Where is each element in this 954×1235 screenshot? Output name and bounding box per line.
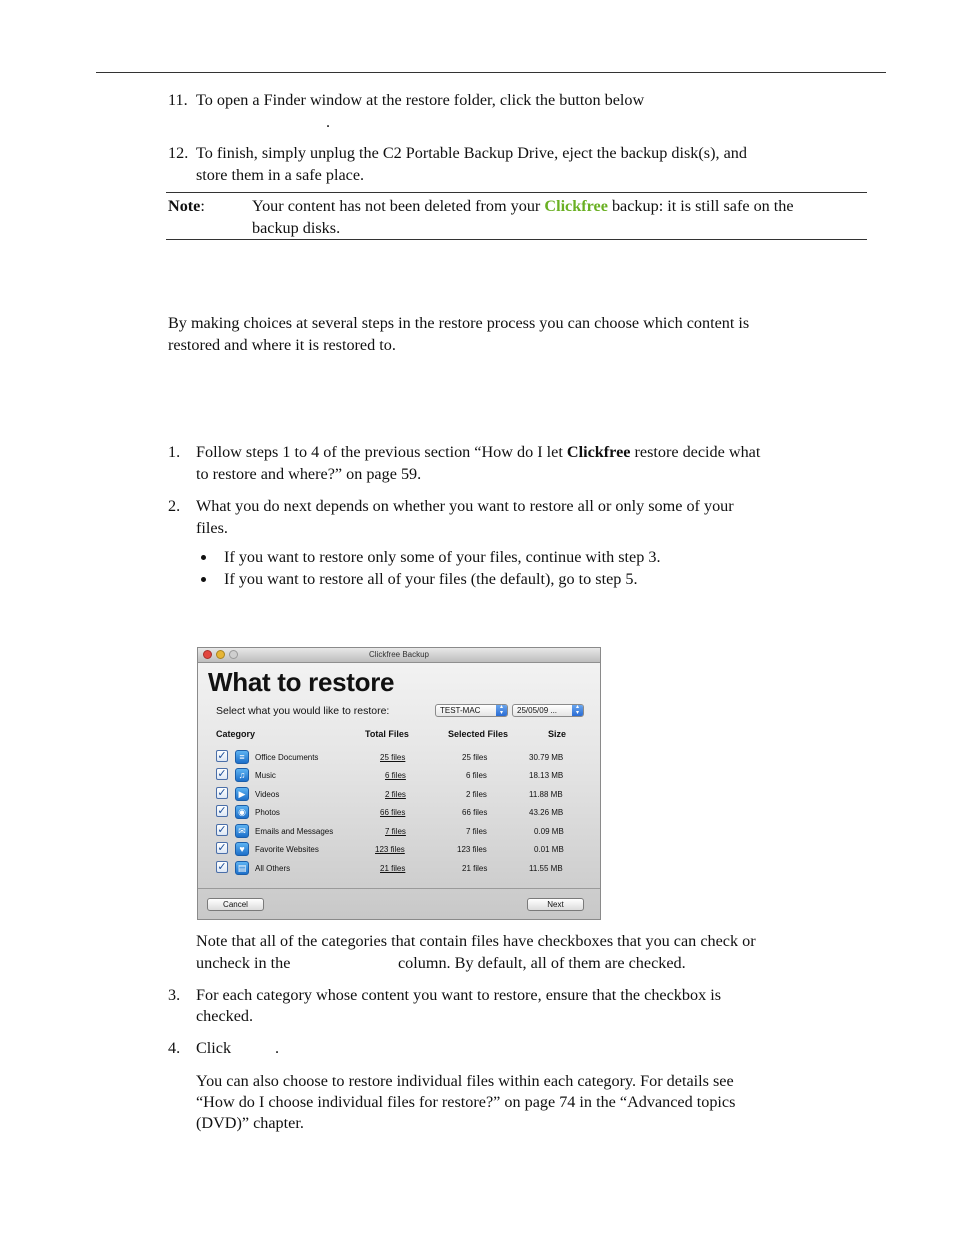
step-text: . (326, 113, 331, 131)
step-text: For each category whose content you want to restore, ensure that the checkbox is (196, 986, 722, 1004)
note-text: backup: it is still safe on the (607, 197, 794, 215)
note-colon: : (200, 197, 205, 215)
category-name: Photos (255, 808, 280, 817)
next-button[interactable]: Next (527, 898, 584, 911)
total-files-link[interactable]: 25 files (380, 753, 406, 762)
note-label-text: Note (168, 197, 201, 215)
brand-name: Clickfree (566, 443, 631, 461)
column-header-total: Total Files (365, 729, 409, 739)
note-label (168, 195, 205, 217)
total-files-link[interactable]: 123 files (375, 845, 405, 854)
file-icon: ▤ (235, 861, 249, 875)
category-name: Emails and Messages (255, 827, 334, 836)
step-text: checked. (196, 1007, 254, 1025)
size-value: 11.88 MB (529, 790, 563, 799)
step-number: 12. (168, 144, 189, 162)
computer-select-value: TEST-MAC (440, 706, 481, 715)
category-checkbox[interactable]: ✓ (217, 768, 227, 780)
category-checkbox[interactable]: ✓ (217, 824, 227, 836)
category-checkbox[interactable]: ✓ (217, 787, 227, 799)
bullet-item: If you want to restore all of your files (the default), go to step 5. (224, 570, 638, 588)
column-header-selected: Selected Files (448, 729, 509, 739)
step-text (196, 441, 760, 463)
size-value: 18.13 MB (529, 771, 564, 780)
selected-files: 7 files (466, 827, 487, 836)
window-titlebar (198, 648, 600, 663)
column-header-size: Size (548, 729, 567, 739)
select-arrows-icon: ▴ ▾ (496, 705, 507, 716)
size-value: 11.55 MB (529, 864, 563, 873)
step-text: What you do next depends on whether you want to restore all or only some of your (196, 497, 734, 515)
total-files-link[interactable]: 7 files (385, 827, 406, 836)
total-files-link[interactable]: 66 files (380, 808, 406, 817)
window-heading: What to restore (208, 667, 395, 697)
total-files-link[interactable]: 21 files (380, 864, 406, 873)
step-text-part: restore decide what (630, 443, 761, 461)
photo-icon: ◉ (235, 805, 249, 819)
category-name: Favorite Websites (255, 845, 319, 854)
cancel-button[interactable]: Cancel (207, 898, 264, 911)
document-icon: ≡ (235, 750, 249, 764)
size-value: 30.79 MB (529, 753, 564, 762)
mail-icon: ✉ (235, 824, 249, 838)
paragraph: restored and where it is restored to. (168, 336, 396, 354)
date-select-value: 25/05/09 ... (517, 706, 558, 715)
paragraph: (DVD)” chapter. (196, 1114, 304, 1132)
select-label: Select what you would like to restore: (216, 705, 390, 717)
step-number: 4. (168, 1039, 181, 1057)
note-box (166, 192, 867, 240)
music-icon: ♫ (235, 768, 249, 782)
selected-files: 2 files (466, 790, 487, 799)
paragraph: “How do I choose individual files for restore?” on page 74 in the “Advanced topics (196, 1093, 736, 1111)
step-text: . (275, 1039, 280, 1057)
table-row (198, 805, 600, 823)
table-row (198, 787, 600, 805)
step-text-part: Follow steps 1 to 4 of the previous section “How do I let (196, 443, 567, 461)
step-text: Click (196, 1039, 232, 1057)
category-name: Videos (255, 790, 280, 799)
step-number: 1. (168, 443, 181, 461)
window-title: Clickfree Backup (368, 650, 430, 659)
note-body (252, 195, 867, 239)
selected-files: 123 files (457, 845, 487, 854)
size-value: 0.01 MB (534, 845, 564, 854)
paragraph: Note that all of the categories that contain files have checkboxes that you can check or (196, 932, 756, 950)
step-text: store them in a safe place. (196, 166, 365, 184)
category-checkbox[interactable]: ✓ (217, 805, 227, 817)
category-checkbox[interactable]: ✓ (217, 861, 227, 873)
video-icon: ▶ (235, 787, 249, 801)
restore-window (197, 647, 601, 920)
note-text: backup disks. (252, 219, 341, 237)
category-checkbox[interactable]: ✓ (217, 750, 227, 762)
paragraph: column. By default, all of them are checked. (398, 954, 686, 972)
paragraph: You can also choose to restore individual files within each category. For details see (196, 1072, 734, 1090)
step-text: To open a Finder window at the restore folder, click the button below (196, 91, 645, 109)
table-row (198, 750, 600, 768)
bullet-item: If you want to restore only some of your files, continue with step 3. (224, 548, 661, 566)
header-rule (96, 72, 886, 73)
table-row (198, 842, 600, 860)
table-row (198, 861, 600, 879)
heart-icon: ♥ (235, 842, 249, 856)
date-select[interactable] (512, 704, 584, 717)
size-value: 0.09 MB (534, 827, 564, 836)
step-number: 2. (168, 497, 181, 515)
paragraph: uncheck in the (196, 954, 291, 972)
selected-files: 21 files (462, 864, 488, 873)
size-value: 43.26 MB (529, 808, 564, 817)
note-text: Your content has not been deleted from your (252, 197, 545, 215)
column-header-category: Category (216, 729, 256, 739)
brand-name: Clickfree (544, 197, 608, 215)
selected-files: 25 files (462, 753, 488, 762)
step-text: To finish, simply unplug the C2 Portable Backup Drive, eject the backup disk(s), and (196, 144, 747, 162)
category-name: Music (255, 771, 276, 780)
category-name: Office Documents (255, 753, 319, 762)
category-name: All Others (255, 864, 291, 873)
selected-files: 6 files (466, 771, 487, 780)
category-checkbox[interactable]: ✓ (217, 842, 227, 854)
select-arrows-icon: ▴ ▾ (572, 705, 583, 716)
selected-files: 66 files (462, 808, 488, 817)
total-files-link[interactable]: 2 files (385, 790, 406, 799)
total-files-link[interactable]: 6 files (385, 771, 406, 780)
step-text: to restore and where?” on page 59. (196, 465, 422, 483)
step-number: 3. (168, 986, 181, 1004)
step-number: 11. (168, 91, 188, 109)
window-divider (198, 888, 600, 889)
computer-select[interactable] (435, 704, 508, 717)
table-row (198, 824, 600, 842)
step-text: files. (196, 519, 228, 537)
paragraph: By making choices at several steps in the restore process you can choose which content is (168, 314, 750, 332)
table-row (198, 768, 600, 786)
